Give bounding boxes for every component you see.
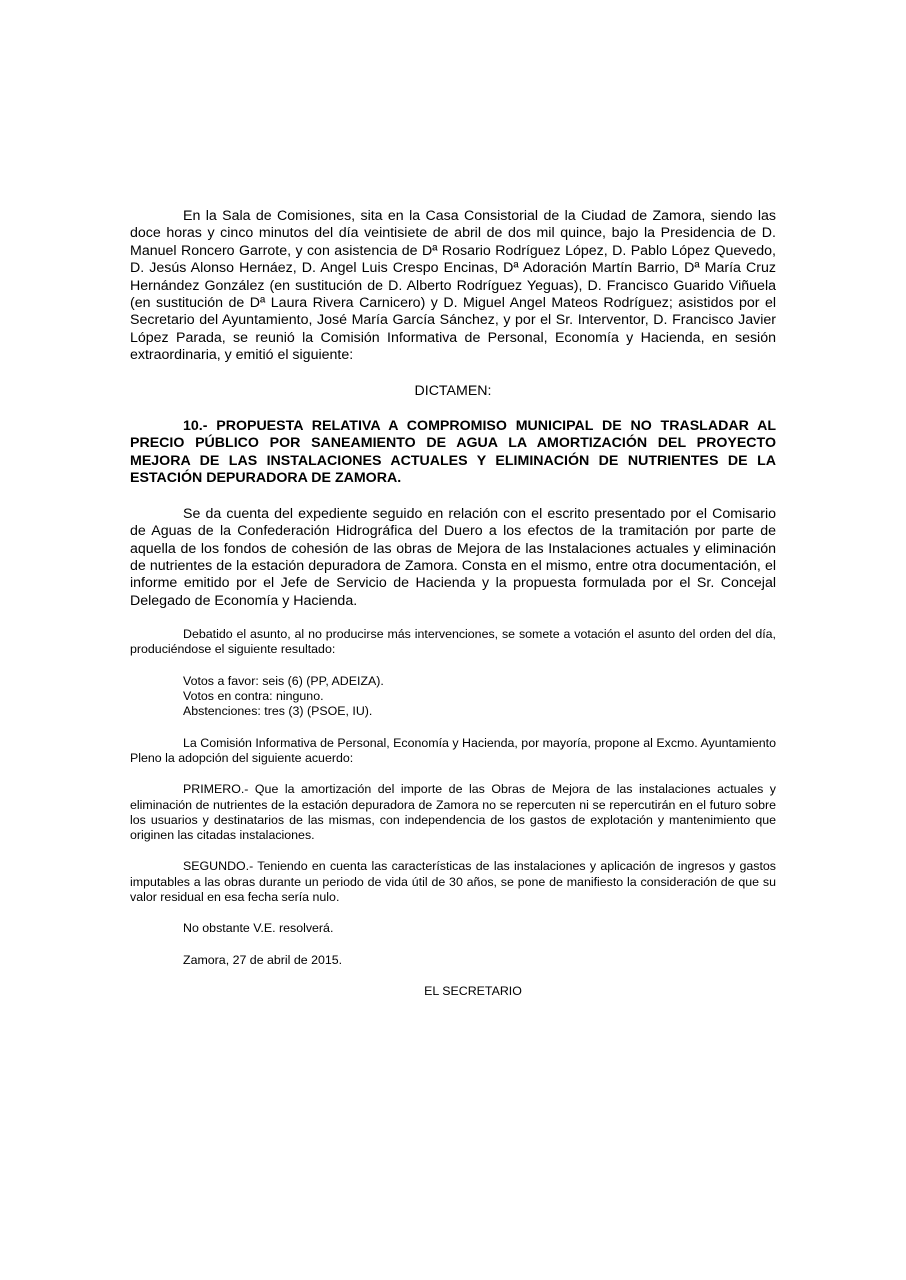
intro-paragraph: En la Sala de Comisiones, sita en la Casa Consistorial de la Ciudad de Zamora, siendo las doce horas y cinco minutos del día veintisiete de abril de dos mil quince, bajo la Presidencia de D. Manuel Roncero Garrote, y con asistencia de Dª Rosario Rodríguez López, D. Pablo López Quevedo, D. Jesús Alonso Hernáez, D. Angel Luis Crespo Encinas, Dª Adoración Martín Barrio, Dª María Cruz Hernández González (en sustitución de D. Alberto Rodríguez Yeguas), D. Francisco Guarido Viñuela (en sustitución de Dª Laura Rivera Carnicero) y D. Miguel Angel Mateos Rodríguez; asistidos por el Secretario del Ayuntamiento, José María García Sánchez, y por el Sr. Interventor, D. Francisco Javier López Parada, se reunió la Comisión Informativa de Personal, Economía y Hacienda, en sesión extraordinaria, y emitió el siguiente: bbox=[130, 208, 776, 364]
vote-results bbox=[130, 674, 776, 720]
document-page bbox=[130, 208, 776, 999]
votes-contra: Votos en contra: ninguno. bbox=[183, 689, 324, 704]
place-date: Zamora, 27 de abril de 2015. bbox=[183, 952, 343, 967]
primero-paragraph: PRIMERO.- Que la amortización del importe de las Obras de Mejora de las instalaciones actuales y eliminación de nutrientes de la estación depuradora de Zamora no se repercuten ni se repercutirán en el futuro sobre los usuarios y destinatarios de las mismas, con independencia de los gastos de explotación y mantenimiento que originen las citadas instalaciones. bbox=[130, 782, 776, 843]
debate-paragraph: Debatido el asunto, al no producirse más intervenciones, se somete a votación el asunto del orden del día, produciéndose el siguiente resultado: bbox=[130, 627, 776, 657]
segundo-paragraph: SEGUNDO.- Teniendo en cuenta las características de las instalaciones y aplicación de ingresos y gastos imputables a las obras durante un periodo de vida útil de 30 años, se pone de manifiesto la consideración de que su valor residual en esa fecha sería nulo. bbox=[130, 859, 776, 904]
votes-abstenciones: Abstenciones: tres (3) (PSOE, IU). bbox=[183, 704, 373, 719]
dictamen-heading: DICTAMEN: bbox=[414, 382, 492, 399]
proposal-paragraph: La Comisión Informativa de Personal, Economía y Hacienda, por mayoría, propone al Excmo. Ayuntamiento Pleno la adopción del siguiente acuerdo: bbox=[130, 735, 776, 765]
item-title: 10.- PROPUESTA RELATIVA A COMPROMISO MUNICIPAL DE NO TRASLADAR AL PRECIO PÚBLICO POR SANEAMIENTO DE AGUA LA AMORTIZACIÓN DEL PROYECTO MEJORA DE LAS INSTALACIONES ACTUALES Y ELIMINACIÓN DE NUTRIENTES DE LA ESTACIÓN DEPURADORA DE ZAMORA. bbox=[130, 418, 776, 487]
background-paragraph: Se da cuenta del expediente seguido en relación con el escrito presentado por el Comisario de Aguas de la Confederación Hidrográfica del Duero a los efectos de la tramitación por parte de aquella de los fondos de cohesión de las obras de Mejora de las Instalaciones actuales y eliminación de nutrientes de la estación depuradora de Zamora. Consta en el mismo, entre otra documentación, el informe emitido por el Jefe de Servicio de Hacienda y la propuesta formulada por el Sr. Concejal Delegado de Economía y Hacienda. bbox=[130, 505, 776, 609]
votes-favor: Votos a favor: seis (6) (PP, ADEIZA). bbox=[183, 673, 384, 688]
signature-title: EL SECRETARIO bbox=[424, 983, 522, 998]
closing-line: No obstante V.E. resolverá. bbox=[183, 921, 334, 936]
